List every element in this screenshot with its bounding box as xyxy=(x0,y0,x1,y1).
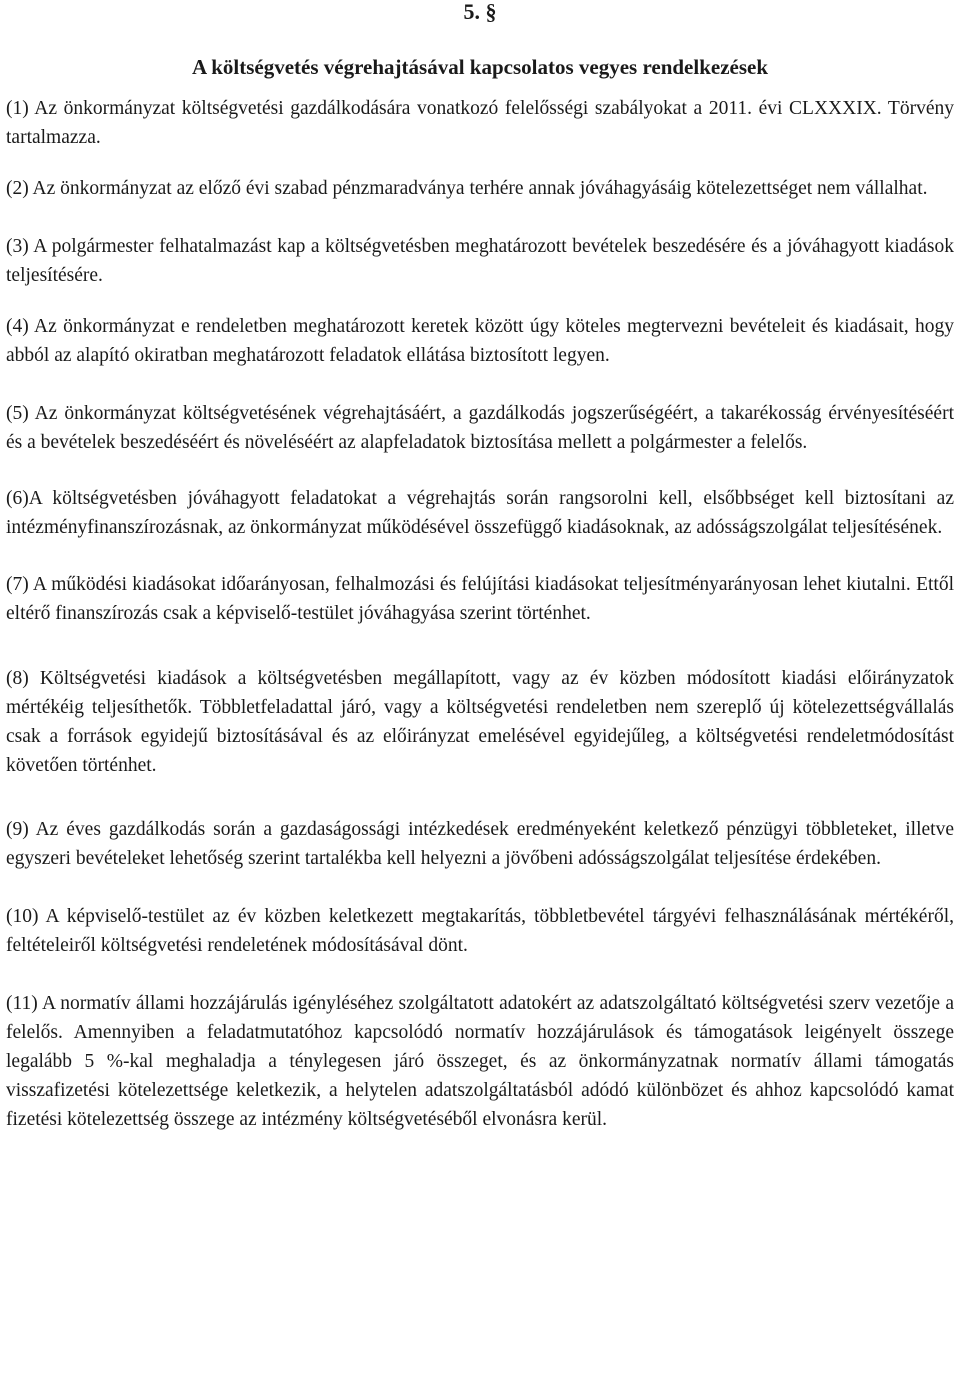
paragraph-6: (6)A költségvetésben jóváhagyott feladatokat a végrehajtás során rangsorolni kell, elsőbbséget kell biztosítani az intézményfinanszírozásnak, az önkormányzat működésével összefüggő kiadásoknak, az adósságszolgálat teljesítésének. xyxy=(6,488,954,538)
paragraph-7: (7) A működési kiadásokat időarányosan, felhalmozási és felújítási kiadásokat teljesítményarányosan lehet kiutalni. Ettől eltérő finanszírozás csak a képviselő-testület jóváhagyása szerint történhet. xyxy=(6,574,954,624)
paragraph-3: (3) A polgármester felhatalmazást kap a költségvetésben meghatározott bevételek beszedésére és a jóváhagyott kiadások teljesítésére. xyxy=(6,236,954,286)
paragraph-10: (10) A képviselő-testület az év közben keletkezett megtakarítás, többletbevétel tárgyévi felhasználásának mértékéről, feltételeiről költségvetési rendeletének módosításával dönt. xyxy=(6,906,954,956)
paragraph-1: (1) Az önkormányzat költségvetési gazdálkodására vonatkozó felelősségi szabályokat a 2011. évi CLXXXIX. Törvény tartalmazza. xyxy=(6,98,954,148)
section-number: 5. § xyxy=(463,0,497,24)
paragraph-5: (5) Az önkormányzat költségvetésének végrehajtásáért, a gazdálkodás jogszerűségéért, a takarékosság érvényesítéséért és a bevételek beszedéséért és növeléséért az alapfeladatok biztosítása mellett a polgármester a felelős. xyxy=(6,403,954,453)
paragraph-8: (8) Költségvetési kiadások a költségvetésben megállapított, vagy az év közben módosított kiadási előirányzatok mértékéig teljesíthetők. Többletfeladattal járó, vagy a költségvetési rendeletben nem szereplő új kötelezettségvállalás csak a források egyidejű biztosításával és az előirányzat emelésével egyidejűleg, a költségvetési rendeletmódosítást követően történhet. xyxy=(6,668,954,776)
paragraph-9: (9) Az éves gazdálkodás során a gazdaságossági intézkedések eredményeként keletkező pénzügyi többleteket, illetve egyszeri bevételeket lehetőség szerint tartalékba kell helyezni a jövőbeni adósságszolgálat teljesítése érdekében. xyxy=(6,819,954,869)
paragraph-4: (4) Az önkormányzat e rendeletben meghatározott keretek között úgy köteles megtervezni bevételeit és kiadásait, hogy abból az alapító okiratban meghatározott feladatok ellátása biztosított legyen. xyxy=(6,316,954,366)
paragraph-2: (2) Az önkormányzat az előző évi szabad pénzmaradványa terhére annak jóváhagyásáig kötelezettséget nem vállalhat. xyxy=(6,178,928,199)
section-title: A költségvetés végrehajtásával kapcsolatos vegyes rendelkezések xyxy=(191,55,769,79)
document-page xyxy=(6,0,954,1134)
paragraph-11: (11) A normatív állami hozzájárulás igényléséhez szolgáltatott adatokért az adatszolgáltató költségvetési szerv vezetője a felelős. Amennyiben a feladatmutatóhoz kapcsolódó normatív hozzájárulások és támogatások leigényelt összege legalább 5 %-kal meghaladja a ténylegesen járó összeget, és az önkormányzatnak normatív állami támogatás visszafizetési kötelezettsége keletkezik, a helytelen adatszolgáltatásból adódó különbözet és ahhoz kapcsolódó kamat fizetési kötelezettség összege az intézmény költségvetéséből elvonásra kerül. xyxy=(6,993,954,1130)
